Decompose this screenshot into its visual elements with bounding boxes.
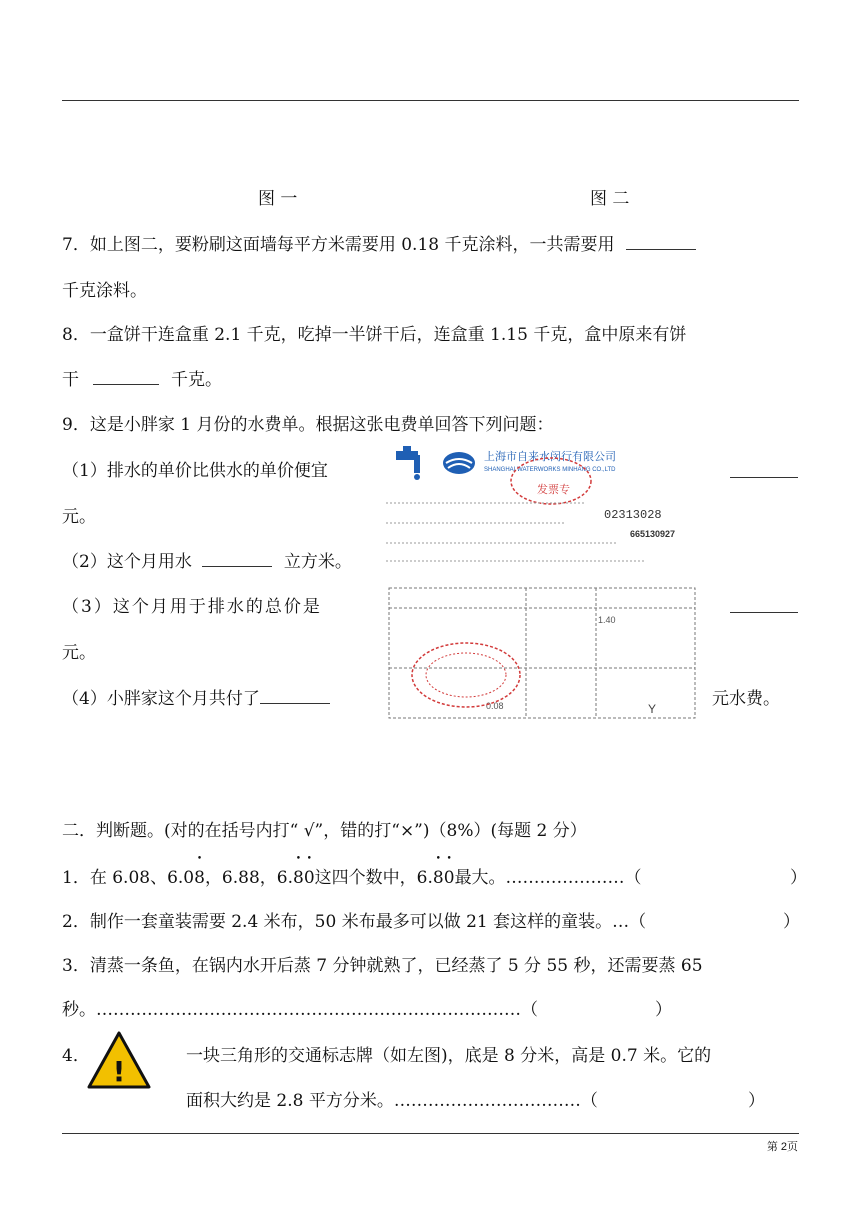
q9-p3-unit: 元。 <box>62 643 96 663</box>
bill-stamp-top <box>511 458 591 504</box>
judge-3-line1: 3．清蒸一条鱼，在锅内水开后蒸 7 分钟就熟了，已经蒸了 5 分 55 秒，还需要蒸 65 <box>62 956 703 976</box>
q9-p1-answer-blank[interactable] <box>730 477 798 478</box>
judge-3-close: ） <box>655 1000 672 1020</box>
bill-code: 665130927 <box>630 529 676 539</box>
page-number: 第 2页 <box>766 1141 798 1153</box>
section2-heading: 二．判断题。(对的在括号内打“ √”，错的打“×”)（8%）(每题 2 分） <box>62 821 587 841</box>
q8-answer-blank[interactable] <box>93 384 159 385</box>
q9-intro: 9．这是小胖家 1 月份的水费单。根据这张电费单回答下列问题： <box>62 415 554 435</box>
bottom-rule <box>62 1133 799 1134</box>
q9-p1-unit: 元。 <box>62 507 96 527</box>
bill-stamp-text: 发票专 <box>537 483 570 496</box>
q8-line1: 8．一盒饼干连盒重 2.1 千克，吃掉一半饼干后，连盒重 1.15 千克，盒中原来有饼 <box>62 325 687 345</box>
q7-line1: 7．如上图二，要粉刷这面墙每平方米需要用 0.18 千克涂料，一共需要用 <box>62 234 696 256</box>
bill-cell-rate: 1.40 <box>598 615 616 625</box>
warning-sign-symbol: ! <box>112 1055 126 1088</box>
q9-p4-answer-blank[interactable] <box>260 703 330 704</box>
q9-p1: （1）排水的单价比供水的单价便宜 <box>62 461 328 481</box>
judge-2-close: ） <box>783 912 800 932</box>
q7-answer-blank[interactable] <box>626 249 696 250</box>
q8-line2: 干 千克。 <box>62 370 222 390</box>
judge-4-close: ） <box>748 1091 765 1111</box>
bill-table <box>389 588 695 718</box>
figure-label-2: 图 二 <box>590 189 630 209</box>
bill-cell-val: 0.08 <box>486 701 504 711</box>
bill-yen: Y <box>648 702 657 716</box>
judge-1: 1．在 6.08、6.0• 8，6.88，6.• 8• 0这四个数中，6.• 8• 0最大。…………………（ <box>62 867 642 889</box>
judge-4-line2: 面积大约是 2.8 平方分米。……………………………（ <box>186 1091 598 1111</box>
warning-sign-icon <box>86 1030 152 1090</box>
q9-p2-answer-blank[interactable] <box>202 566 272 567</box>
faucet-icon <box>396 446 420 480</box>
q9-p3-answer-blank[interactable] <box>730 612 798 613</box>
judge-2: 2．制作一套童装需要 2.4 米布，50 米布最多可以做 21 套这样的童装。…（ <box>62 912 647 932</box>
judge-1-close: ） <box>790 868 807 888</box>
bill-company: 上海市自来水闵行有限公司 <box>484 451 616 463</box>
q9-p3: （3）这个月用于排水的总价是 <box>62 597 322 617</box>
q7-line2: 千克涂料。 <box>62 281 147 301</box>
water-bill-image <box>386 443 698 721</box>
q9-p2: （2）这个月用水 立方米。 <box>62 552 352 572</box>
q9-p4: （4）小胖家这个月共付了 <box>62 688 330 710</box>
waterworks-logo-icon <box>443 452 475 474</box>
bill-company-en: SHANGHAI WATERWORKS MINHANG CO.,LTD <box>484 467 616 473</box>
top-rule <box>62 100 799 101</box>
bill-invoice-no: 02313028 <box>604 508 662 522</box>
judge-4-num: 4． <box>62 1046 90 1066</box>
water-bill-graphic <box>386 443 698 721</box>
judge-3-line2: 秒。…………………………………………………………………（ <box>62 1000 538 1020</box>
q9-p4-post: 元水费。 <box>712 689 780 709</box>
judge-4-line1: 一块三角形的交通标志牌（如左图)，底是 8 分米，高是 0.7 米。它的 <box>186 1046 712 1066</box>
figure-label-1: 图 一 <box>258 189 298 209</box>
